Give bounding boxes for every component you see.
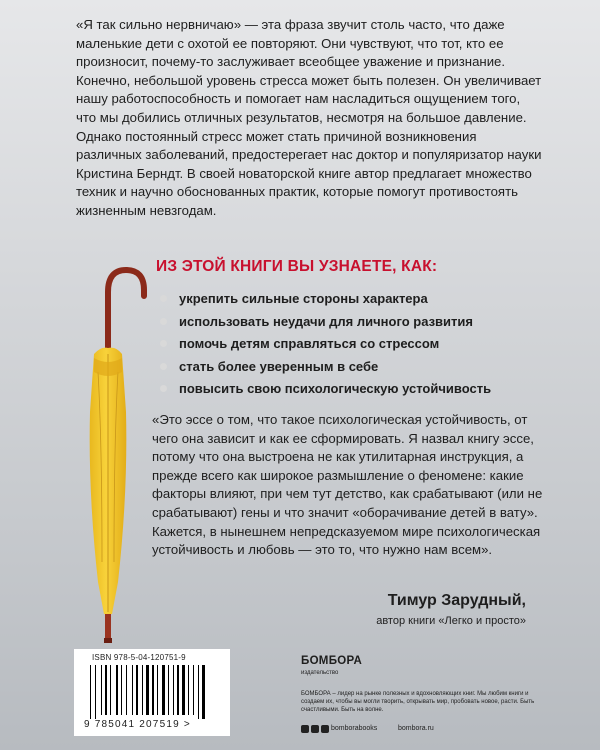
learn-item-text: повысить свою психологическую устойчивость xyxy=(179,381,492,396)
learn-item xyxy=(160,358,560,381)
intro-paragraph: «Я так сильно нервничаю» — эта фраза звучит столь часто, что даже маленькие дети с охотой ее повторяют. Они чувствуют, что тот, кто ее произносит, почему-то заслуживает всеобщее уважение и признание. Конечно, небольшой уровень стресса может быть полезен. Он увеличивает нашу работоспособность и помогает нам насладиться ощущением того, что мы добились отличных результатов, несмотря на большое давление. Однако постоянный стресс может стать причиной возникновения различных заболеваний, предостерегает нас доктор и популяризатор науки Кристина Берндт. В своей новаторской книге автор предлагает множество техник и научно обоснованных практик, которые помогут противостоять жизненным невзгодам. xyxy=(76,17,542,218)
social-icon xyxy=(321,725,329,733)
barcode-digits: 9 785041 207519 > xyxy=(84,719,191,730)
publisher-handle: bomborabooks xyxy=(331,725,378,732)
publisher-logo: БОМБОРА xyxy=(301,655,363,667)
bullet-icon xyxy=(160,363,167,370)
learn-item-text: укрепить сильные стороны характера xyxy=(179,291,428,306)
learn-item-text: помочь детям справляться со стрессом xyxy=(179,336,440,351)
learn-item xyxy=(160,335,560,358)
social-icons xyxy=(301,725,329,733)
bullet-icon xyxy=(160,385,167,392)
learn-heading: ИЗ ЭТОЙ КНИГИ ВЫ УЗНАЕТЕ, КАК: xyxy=(156,258,438,275)
bullet-icon xyxy=(160,318,167,325)
learn-item-text: стать более уверенным в себе xyxy=(179,358,379,374)
barcode-icon xyxy=(88,665,216,719)
learn-item-text: использовать неудачи для личного развития xyxy=(179,313,473,329)
social-icon xyxy=(301,725,309,733)
learn-list xyxy=(160,290,560,403)
publisher-subtitle: издательство xyxy=(301,670,339,676)
learn-item xyxy=(160,313,560,336)
learn-item xyxy=(160,290,560,313)
publisher-site: bombora.ru xyxy=(398,725,434,732)
learn-item xyxy=(160,380,560,403)
publisher-description: БОМБОРА – лидер на рынке полезных и вдохновляющих книг. Мы любим книги и создаем их, чтобы вы могли творить, открывать мир, пробовать новое, расти. Быть счастливыми. Быть на волне. xyxy=(301,691,535,713)
quote-paragraph: «Это эссе о том, что такое психологическая устойчивость, от чего она зависит и как ее сформировать. Я назвал книгу эссе, потому что она выстроена не как утилитарная инструкция, а прежде всего как широкое размышление о феномене: какие факторы влияют, при чем тут детство, как срабатывают (или не срабатывают) гены и что значит «оборачивание детей в вату». Кажется, в нынешнем непредсказуемом мире психологическая устойчивость и любовь — это то, что нужно нам всем». xyxy=(152,412,543,558)
bullet-icon xyxy=(160,295,167,302)
social-icon xyxy=(311,725,319,733)
bullet-icon xyxy=(160,340,167,347)
barcode-block xyxy=(74,649,230,736)
umbrella-icon xyxy=(68,262,150,652)
isbn-number: ISBN 978-5-04-120751-9 xyxy=(92,653,186,662)
quote-author: Тимур Зарудный, xyxy=(387,592,526,609)
quote-author-role: автор книги «Легко и просто» xyxy=(376,615,526,627)
